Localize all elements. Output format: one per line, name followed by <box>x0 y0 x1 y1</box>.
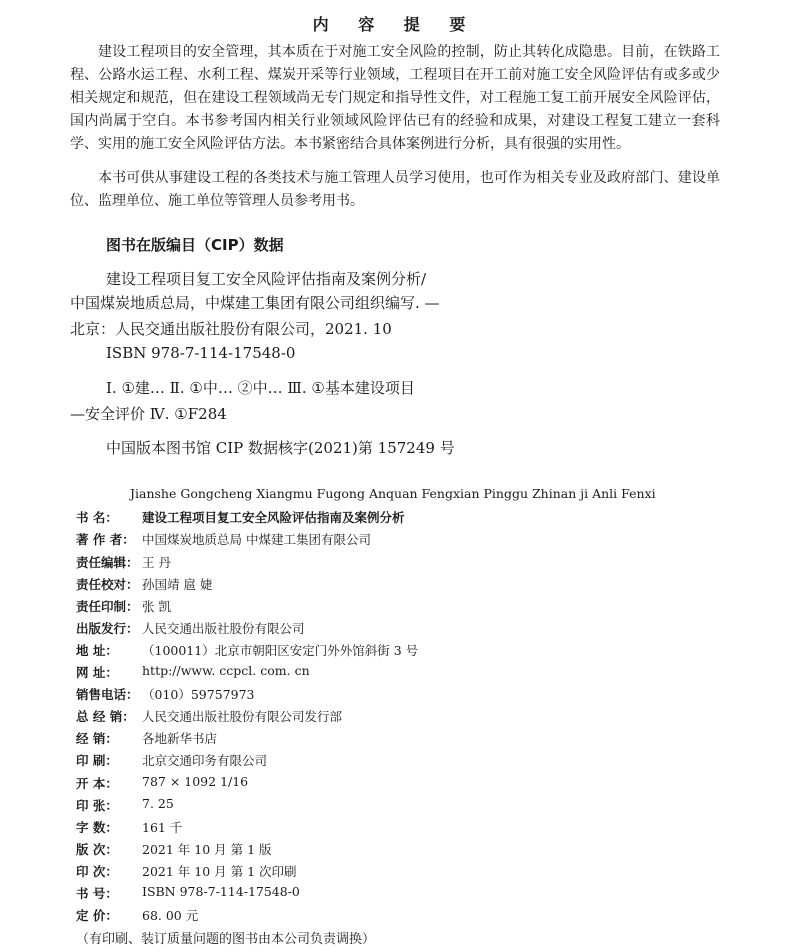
record-label: 定 价： <box>76 908 118 923</box>
pinyin-title: Jianshe Gongcheng Xiangmu Fugong Anquan Fengxian Pinggu Zhinan ji Anli Fenxi <box>130 486 656 501</box>
record-value: （010）59757973 <box>142 687 255 702</box>
record-value: （100011）北京市朝阳区安定门外外馆斜街 3 号 <box>142 643 419 658</box>
record-value: 孙国靖 扈 婕 <box>142 577 213 592</box>
page-heading: 内 容 提 要 <box>312 15 478 34</box>
quality-note: （有印刷、装订质量问题的图书由本公司负责调换） <box>76 932 376 947</box>
cip-line: 建设工程项目复工安全风险评估指南及案例分析/ <box>106 270 427 288</box>
record-value: 68. 00 元 <box>142 908 199 923</box>
record-value: 中国煤炭地质总局 中煤建工集团有限公司 <box>142 532 371 547</box>
record-label: 总 经 销： <box>76 709 135 724</box>
cip-line: ISBN 978-7-114-17548-0 <box>106 344 296 362</box>
cip-line: 中国版本图书馆 CIP 数据核字(2021)第 157249 号 <box>106 439 455 457</box>
record-value: 7. 25 <box>142 796 174 811</box>
record-value: 张 凯 <box>142 599 171 614</box>
cip-heading: 图书在版编目（CIP）数据 <box>106 236 284 254</box>
record-value: 2021 年 10 月 第 1 次印刷 <box>142 864 297 879</box>
record-label: 经 销： <box>76 731 118 746</box>
record-value: 王 丹 <box>142 555 171 570</box>
record-label: 字 数： <box>76 820 118 835</box>
record-label: 书 号： <box>76 886 118 901</box>
record-value: 161 千 <box>142 820 183 835</box>
record-label: 责任校对： <box>76 577 139 592</box>
record-value: 各地新华书店 <box>142 731 218 746</box>
record-label: 印 张： <box>76 798 118 813</box>
record-label: 责任印制： <box>76 599 139 614</box>
record-value: http://www. ccpcl. com. cn <box>142 663 310 678</box>
summary-paragraph: 本书可供从事建设工程的各类技术与施工管理人员学习使用，也可作为相关专业及政府部门、建设单位、监理单位、施工单位等管理人员参考用书。 <box>70 170 720 209</box>
summary-paragraph: 建设工程项目的安全管理，其本质在于对施工安全风险的控制，防止其转化成隐患。目前，在铁路工程、公路水运工程、水利工程、煤炭开采等行业领域，工程项目在开工前对施工安全风险评估有或多或少相关规定和规范，但在建设工程领域尚无专门规定和指导性文件，对工程施工复工前开展安全风险评估，国内尚属于空白。本书参考国内相关行业领域风险评估已有的经验和成果，对建设工程复工建立一套科学、实用的施工安全风险评估方法。本书紧密结合具体案例进行分析，具有很强的实用性。 <box>70 44 720 152</box>
record-label: 出版发行： <box>76 621 139 636</box>
cip-line: 北京：人民交通出版社股份有限公司，2021. 10 <box>70 320 392 338</box>
record-label: 开 本： <box>76 776 118 791</box>
record-label: 印 次： <box>76 864 118 879</box>
record-label: 著 作 者： <box>76 532 135 547</box>
record-label: 网 址： <box>76 665 118 680</box>
record-value: 人民交通出版社股份有限公司发行部 <box>142 709 343 724</box>
record-label: 销售电话： <box>76 687 139 702</box>
record-label: 书 名： <box>76 510 118 525</box>
record-label: 地 址： <box>76 643 118 658</box>
record-value: ISBN 978-7-114-17548-0 <box>142 884 300 899</box>
cip-line: Ⅰ. ①建… Ⅱ. ①中… ②中… Ⅲ. ①基本建设项目 <box>106 379 415 397</box>
record-value: 2021 年 10 月 第 1 版 <box>142 842 272 857</box>
record-value: 787 × 1092 1/16 <box>142 774 249 789</box>
cip-line: 中国煤炭地质总局，中煤建工集团有限公司组织编写. — <box>70 294 440 312</box>
record-label: 印 刷： <box>76 753 118 768</box>
record-value: 人民交通出版社股份有限公司 <box>142 621 305 636</box>
record-label: 版 次： <box>76 842 118 857</box>
record-value: 建设工程项目复工安全风险评估指南及案例分析 <box>142 510 405 525</box>
record-value: 北京交通印务有限公司 <box>142 753 268 768</box>
record-label: 责任编辑： <box>76 555 139 570</box>
cip-line: —安全评价 Ⅳ. ①F284 <box>70 405 227 423</box>
